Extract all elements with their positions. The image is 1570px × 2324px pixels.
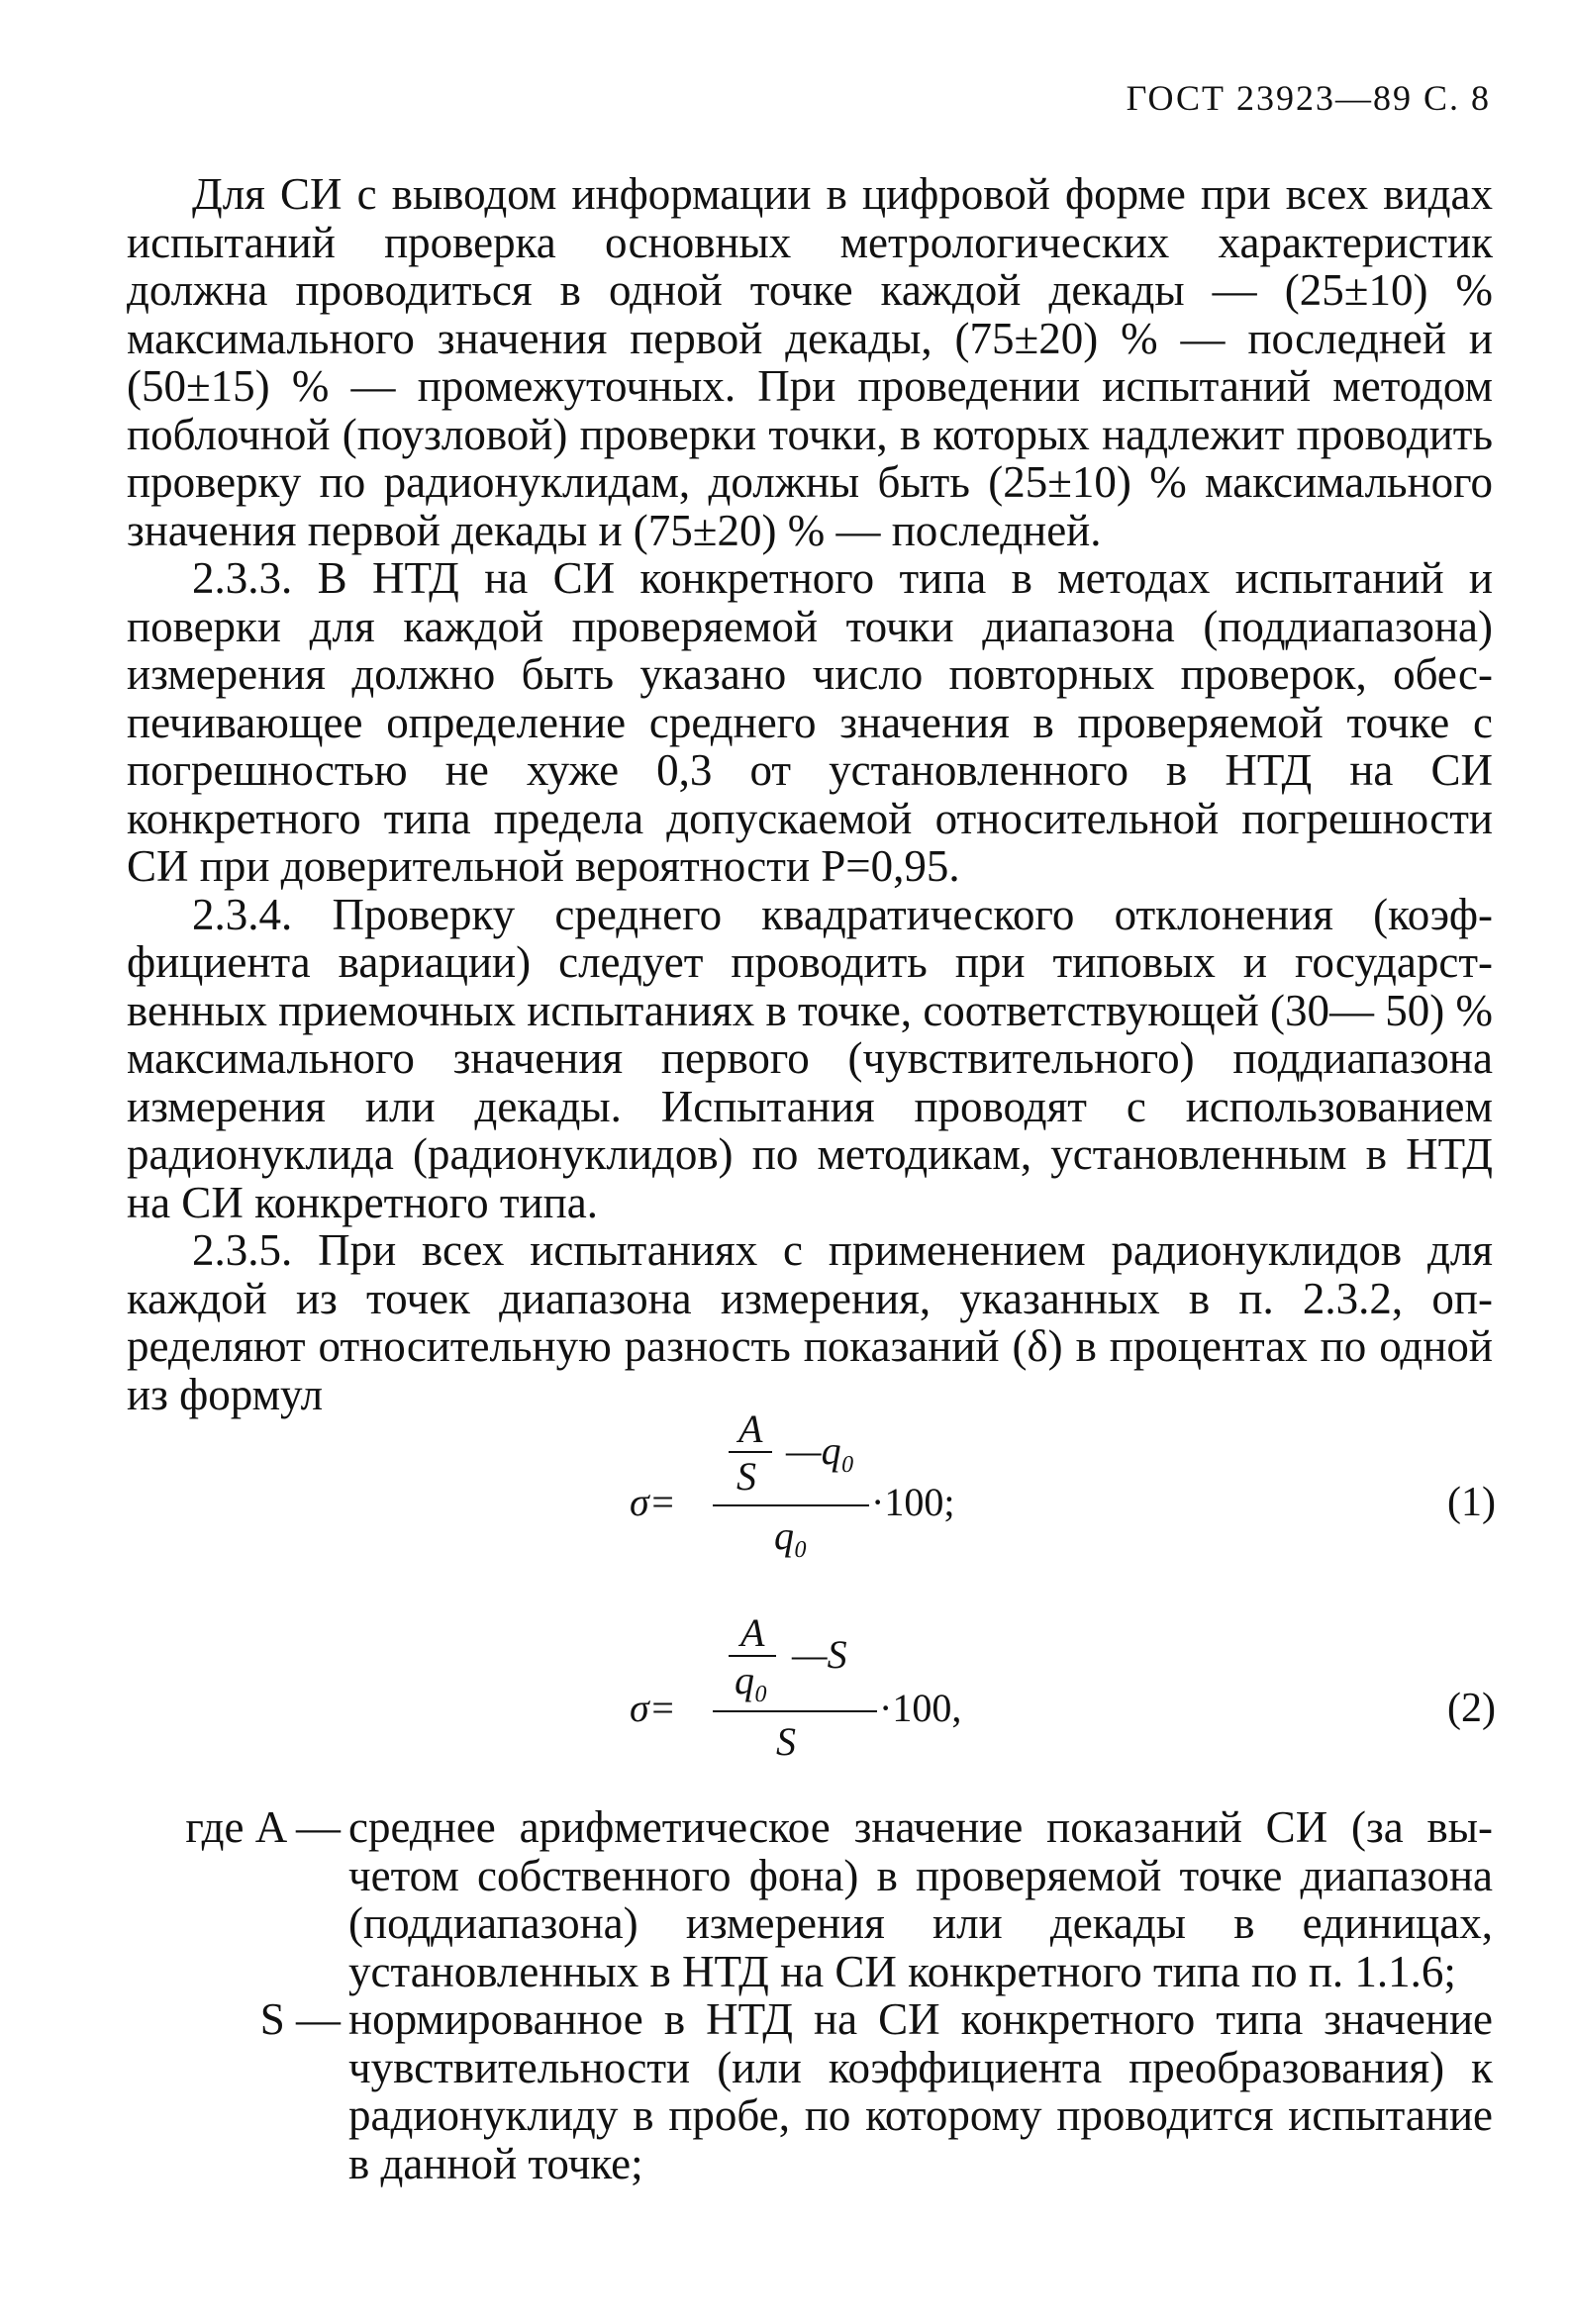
formula-2-outer-denominator: S [776, 1719, 796, 1764]
formula-1-outer-denominator: q₀ [774, 1513, 808, 1558]
definition-s [127, 1995, 1493, 2187]
formula-1-fraction-line [713, 1504, 869, 1506]
definition-a [127, 1803, 1493, 1995]
formula-1-lhs: σ= [630, 1480, 676, 1524]
formula-1-tail: ·100; [871, 1480, 955, 1524]
formula-2-inner-denominator: q₀ [735, 1658, 768, 1702]
definitions-list [127, 1803, 1493, 2187]
paragraph-2-3-5: 2.3.5. При всех испытаниях с применением радионуклидов для каждой из точек диапазона измерения, указанных в п. 2.3.2, определяют относительную разность показаний (δ) в процентах по одной из формул [127, 1225, 1493, 1419]
formula-1-minus-term: —q₀ [786, 1428, 855, 1473]
formula-2-minus-term: —S [792, 1632, 847, 1677]
formula-2-number: (2) [1447, 1686, 1496, 1731]
definition-a-term: где A — [185, 1802, 341, 1852]
body-text [127, 170, 1493, 1418]
definition-s-term: S — [259, 1994, 341, 2044]
formula-2-inner-numerator: A [740, 1610, 765, 1655]
formula-1-inner-denominator: S [736, 1454, 756, 1499]
formula-1 [0, 1405, 1570, 1558]
paragraph-digital-output: Для СИ с выводом информации в цифровой форме при всех видах испытаний проверка основных метрологических характеристик должна проводиться в одной точке каждой декады — (25±10) % максимального значения первой декады, (75±20) % — последней и (50±15) % — промежуточных. При проведении испытаний методом поблочной (поузловой) проверки точки, в которых надлежит проводить проверку по радионуклидам, должны быть (25±10) % максимального значения первой декады и (75±20) % — последней. [127, 169, 1493, 555]
formula-2-lhs: σ= [630, 1686, 676, 1730]
definition-s-text: нормированное в НТД на СИ конкретного типа значение чувствительности (или коэффициента преобразования) к радионуклиду в пробе, по которому проводится испытание в данной точке; [348, 1994, 1493, 2188]
formula-2-tail: ·100, [879, 1686, 962, 1730]
definition-a-text: среднее арифметическое значение показаний СИ (за вычетом собственного фона) в проверяемой точке диапазона (поддиапазона) измерения или декады в единицах, установленных в НТД на СИ конкретного типа по п. 1.1.6; [348, 1802, 1493, 1996]
formula-2 [0, 1609, 1570, 1764]
running-header: ГОСТ 23923—89 С. 8 [1126, 78, 1491, 118]
paragraph-2-3-4: 2.3.4. Проверку среднего квадратического отклонения (коэффициента вариации) следует проводить при типовых и государственных приемочных испытаниях в точке, соответствующей (30— 50) % максимального значения первого (чувствительного) поддиапазона измерения или декады. Испытания проводят с использованием радионуклида (радионуклидов) по методикам, установленным в НТД на СИ конкретного типа. [127, 889, 1493, 1227]
paragraph-2-3-3: 2.3.3. В НТД на СИ конкретного типа в методах испытаний и поверки для каждой проверяемой точки диапазона (поддиапазона) измерения должно быть указано число повторных проверок, обеспечивающее определение среднего значения в проверяемой точке с погрешностью не хуже 0,3 от установленного в НТД на СИ конкретного типа предела допускаемой относительной погрешности СИ при доверительной вероятности P=0,95. [127, 553, 1493, 891]
formula-1-inner-numerator: A [738, 1406, 763, 1451]
formula-2-fraction-line [713, 1710, 877, 1712]
formula-1-number: (1) [1447, 1480, 1496, 1525]
